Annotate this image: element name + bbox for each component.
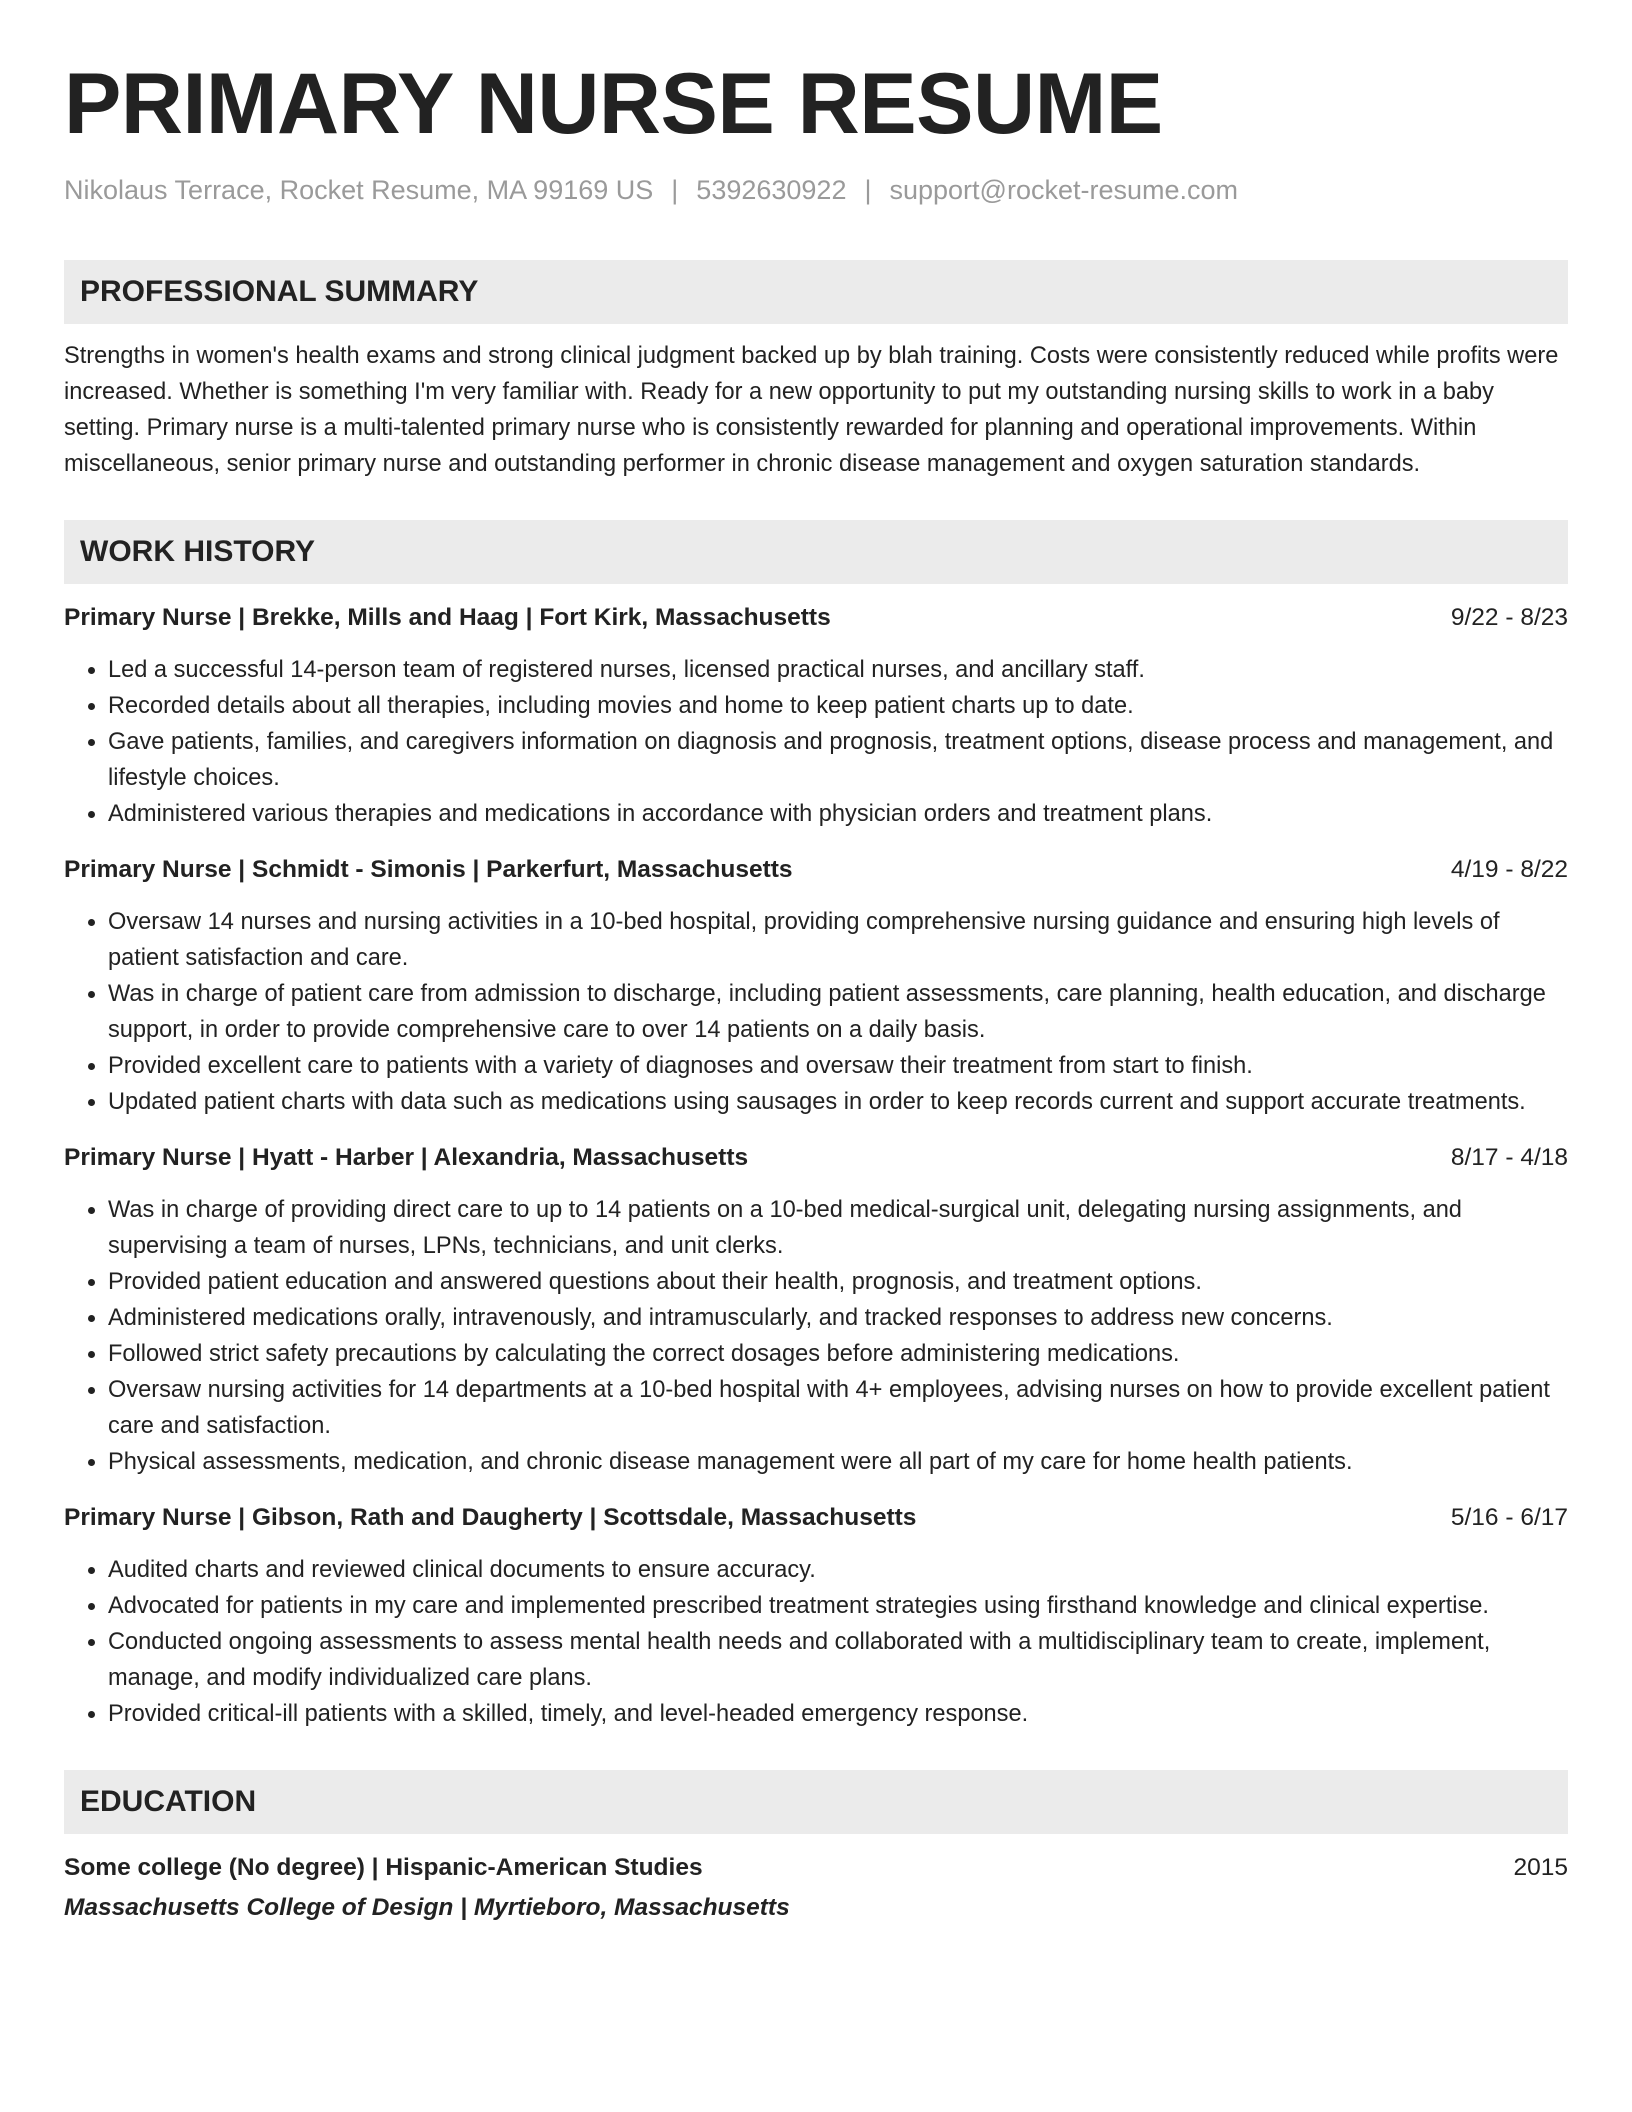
job-bullet: • Recorded details about all therapies, including movies and home to keep patient charts up to date. bbox=[108, 688, 1568, 724]
job-header bbox=[64, 852, 1568, 888]
job-entry bbox=[64, 1140, 1568, 1480]
job-dates: 4/19 - 8/22 bbox=[1450, 856, 1568, 883]
section-heading-summary: PROFESSIONAL SUMMARY bbox=[64, 260, 1568, 324]
job-entry bbox=[64, 852, 1568, 1120]
job-bullet: • Gave patients, families, and caregivers information on diagnosis and prognosis, treatment options, disease process and management, and lifestyle choices. bbox=[108, 724, 1568, 796]
job-bullet: • Provided patient education and answered questions about their health, prognosis, and treatment options. bbox=[108, 1264, 1568, 1300]
education-school: Massachusetts College of Design | Myrtieboro, Massachusetts bbox=[64, 1894, 790, 1921]
job-bullets bbox=[64, 1552, 1568, 1732]
job-bullet: • Oversaw 14 nurses and nursing activities in a 10-bed hospital, providing comprehensive nursing guidance and ensuring high levels of patient satisfaction and care. bbox=[108, 904, 1568, 976]
job-bullet: • Led a successful 14-person team of registered nurses, licensed practical nurses, and ancillary staff. bbox=[108, 652, 1568, 688]
job-bullets bbox=[64, 652, 1568, 832]
contact-line bbox=[64, 172, 1568, 208]
job-header bbox=[64, 1140, 1568, 1176]
job-bullets bbox=[64, 904, 1568, 1120]
job-bullets bbox=[64, 1192, 1568, 1480]
education-entry bbox=[64, 1850, 1568, 1926]
job-bullet: • Administered medications orally, intravenously, and intramuscularly, and tracked responses to address new concerns. bbox=[108, 1300, 1568, 1336]
job-title: Primary Nurse | Brekke, Mills and Haag | Fort Kirk, Massachusetts bbox=[64, 604, 831, 631]
contact-phone: 5392630922 bbox=[696, 175, 847, 205]
education-degree: Some college (No degree) | Hispanic-American Studies bbox=[64, 1854, 703, 1881]
job-bullet: • Administered various therapies and medications in accordance with physician orders and treatment plans. bbox=[108, 796, 1568, 832]
education-year: 2015 bbox=[1513, 1854, 1568, 1881]
job-header bbox=[64, 600, 1568, 636]
job-bullet: • Provided excellent care to patients with a variety of diagnoses and oversaw their treatment from start to finish. bbox=[108, 1048, 1568, 1084]
section-heading-education: EDUCATION bbox=[64, 1770, 1568, 1834]
job-title: Primary Nurse | Schmidt - Simonis | Parkerfurt, Massachusetts bbox=[64, 856, 793, 883]
contact-email: support@rocket-resume.com bbox=[889, 175, 1239, 205]
contact-address: Nikolaus Terrace, Rocket Resume, MA 99169 US bbox=[64, 175, 654, 205]
job-bullet: • Provided critical-ill patients with a skilled, timely, and level-headed emergency response. bbox=[108, 1696, 1568, 1732]
resume-title: PRIMARY NURSE RESUME bbox=[64, 56, 1163, 152]
job-title: Primary Nurse | Gibson, Rath and Daugherty | Scottsdale, Massachusetts bbox=[64, 1504, 917, 1531]
job-bullet: • Was in charge of providing direct care to up to 14 patients on a 10-bed medical-surgical unit, delegating nursing assignments, and supervising a team of nurses, LPNs, technicians, and unit clerks. bbox=[108, 1192, 1568, 1264]
section-heading-work-history: WORK HISTORY bbox=[64, 520, 1568, 584]
job-bullet: • Conducted ongoing assessments to assess mental health needs and collaborated with a multidisciplinary team to create, implement, manage, and modify individualized care plans. bbox=[108, 1624, 1568, 1696]
job-bullet: • Oversaw nursing activities for 14 departments at a 10-bed hospital with 4+ employees, advising nurses on how to provide excellent patient care and satisfaction. bbox=[108, 1372, 1568, 1444]
job-bullet: • Advocated for patients in my care and implemented prescribed treatment strategies using firsthand knowledge and clinical expertise. bbox=[108, 1588, 1568, 1624]
job-header bbox=[64, 1500, 1568, 1536]
job-bullet: • Followed strict safety precautions by calculating the correct dosages before administering medications. bbox=[108, 1336, 1568, 1372]
summary-text: Strengths in women's health exams and strong clinical judgment backed up by blah training. Costs were consistently reduced while profits were increased. Whether is something I'm very familiar with. Ready for a new opportunity to put my outstanding nursing skills to work in a baby setting. Primary nurse is a multi-talented primary nurse who is consistently rewarded for planning and operational improvements. Within miscellaneous, senior primary nurse and outstanding performer in chronic disease management and oxygen saturation standards. bbox=[64, 343, 1559, 477]
education-header bbox=[64, 1850, 1568, 1886]
job-dates: 9/22 - 8/23 bbox=[1450, 604, 1568, 631]
job-title: Primary Nurse | Hyatt - Harber | Alexandria, Massachusetts bbox=[64, 1144, 749, 1171]
contact-separator: | bbox=[864, 175, 872, 205]
job-dates: 8/17 - 4/18 bbox=[1450, 1144, 1568, 1171]
job-bullet: • Was in charge of patient care from admission to discharge, including patient assessments, care planning, health education, and discharge support, in order to provide comprehensive care to over 14 patients on a daily basis. bbox=[108, 976, 1568, 1048]
job-entry bbox=[64, 1500, 1568, 1732]
job-bullet: • Updated patient charts with data such as medications using sausages in order to keep records current and support accurate treatments. bbox=[108, 1084, 1568, 1120]
job-dates: 5/16 - 6/17 bbox=[1450, 1504, 1568, 1531]
job-bullet: • Physical assessments, medication, and chronic disease management were all part of my care for home health patients. bbox=[108, 1444, 1568, 1480]
job-bullet: • Audited charts and reviewed clinical documents to ensure accuracy. bbox=[108, 1552, 1568, 1588]
job-entry bbox=[64, 600, 1568, 832]
contact-separator: | bbox=[671, 175, 679, 205]
